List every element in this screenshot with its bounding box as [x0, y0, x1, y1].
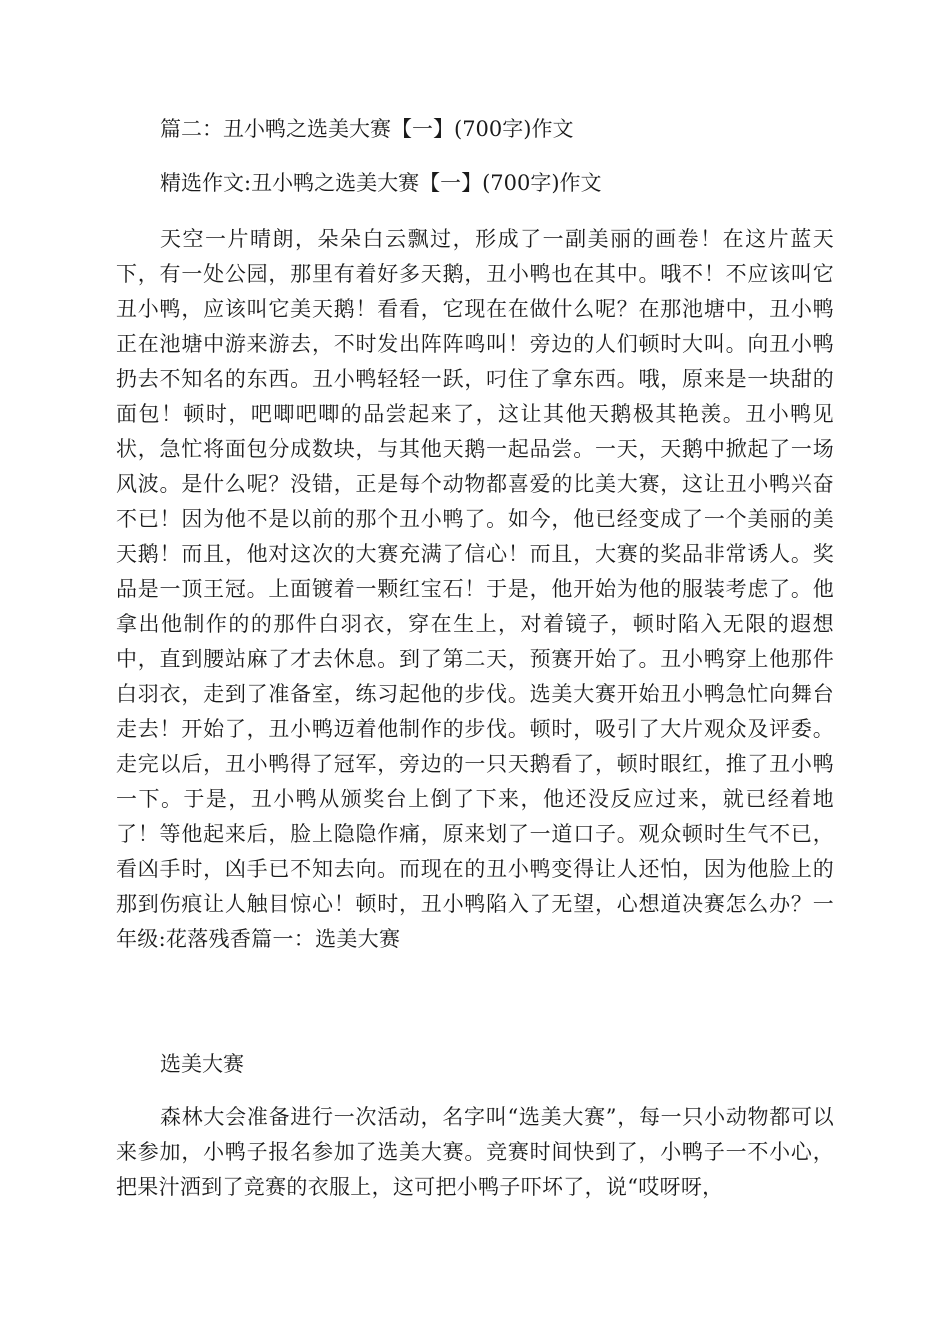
document-heading-1: 篇二：丑小鸭之选美大赛【一】(700字)作文: [160, 117, 574, 141]
document-heading-2: 精选作文:丑小鸭之选美大赛【一】(700字)作文: [160, 171, 602, 195]
body-paragraph-1: 天空一片晴朗，朵朵白云飘过，形成了一副美丽的画卷！在这片蓝天下，有一处公园，那里有着好多天鹅，丑小鸭也在其中。哦不！不应该叫它丑小鸭，应该叫它美天鹅！看看，它现在在做什么呢？在那池塘中，丑小鸭正在池塘中游来游去，不时发出阵阵鸣叫！旁边的人们顿时大叫。向丑小鸭扔去不知名的东西。丑小鸭轻轻一跃，叼住了拿东西。哦，原来是一块甜的面包！顿时，吧唧吧唧的品尝起来了，这让其他天鹅极其艳羡。丑小鸭见状，急忙将面包分成数块，与其他天鹅一起品尝。一天，天鹅中掀起了一场风波。是什么呢？没错，正是每个动物都喜爱的比美大赛，这让丑小鸭兴奋不已！因为他不是以前的那个丑小鸭了。如今，他已经变成了一个美丽的美天鹅！而且，他对这次的大赛充满了信心！而且，大赛的奖品非常诱人。奖品是一顶王冠。上面镀着一颗红宝石！于是，他开始为他的服装考虑了。他拿出他制作的的那件白羽衣，穿在生上，对着镜子，顿时陷入无限的遐想中，直到腰站麻了才去休息。到了第二天，预赛开始了。丑小鸭穿上他那件白羽衣，走到了准备室，练习起他的步伐。选美大赛开始丑小鸭急忙向舞台走去！开始了，丑小鸭迈着他制作的步伐。顿时，吸引了大片观众及评委。走完以后，丑小鸭得了冠军，旁边的一只天鹅看了，顿时眼红，推了丑小鸭一下。于是，丑小鸭从颁奖台上倒了下来，他还没反应过来，就已经着地了！等他起来后，脸上隐隐作痛，原来划了一道口子。观众顿时生气不已，看凶手时，凶手已不知去向。而现在的丑小鸭变得让人还怕，因为他脸上的那到伤痕让人触目惊心！顿时，丑小鸭陷入了无望，心想道决赛怎么办？一年级:花落残香篇一：选美大赛: [116, 227, 834, 951]
document-heading-3: 选美大赛: [160, 1052, 244, 1076]
body-paragraph-2: 森林大会准备进行一次活动，名字叫“选美大赛”，每一只小动物都可以来参加，小鸭子报名参加了选美大赛。竞赛时间快到了，小鸭子一不小心，把果汁洒到了竞赛的衣服上，这可把小鸭子吓坏了，说“哎呀呀，: [116, 1105, 834, 1199]
